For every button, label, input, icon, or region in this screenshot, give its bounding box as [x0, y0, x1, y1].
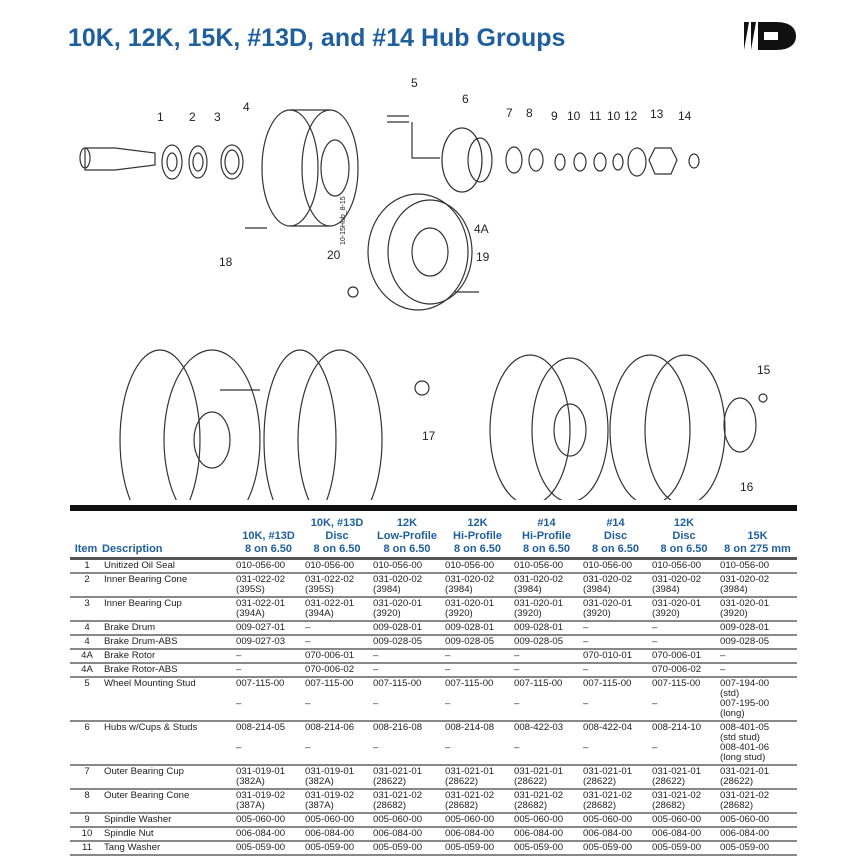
part-number-cell: 031-021-02 (28682): [443, 789, 512, 813]
part-number-cell: 005-059-00: [650, 841, 718, 855]
column-header: 12K Hi-Profile 8 on 6.50: [443, 508, 512, 559]
table-row: [70, 597, 797, 621]
description-cell: Unitized Oil Seal: [102, 559, 234, 574]
part-number-cell: 008-216-08 –: [371, 721, 443, 765]
column-header: 15K 8 on 275 mm: [718, 508, 797, 559]
part-number-cell: 070-006-02: [650, 663, 718, 677]
part-number-cell: 031-022-01 (394A): [234, 597, 303, 621]
item-cell: 1: [70, 559, 102, 574]
part-number-cell: 010-056-00: [303, 559, 371, 574]
part-number-cell: 031-020-02 (3984): [512, 573, 581, 597]
item-cell: 2: [70, 573, 102, 597]
part-number-cell: 005-059-00: [443, 841, 512, 855]
brand-logo: [742, 20, 798, 52]
part-number-cell: –: [650, 621, 718, 635]
part-number-cell: 009-028-05: [443, 635, 512, 649]
part-number-cell: 031-020-01 (3920): [512, 597, 581, 621]
description-cell: Spindle Washer: [102, 813, 234, 827]
part-number-cell: 031-019-01 (382A): [234, 765, 303, 789]
part-number-cell: 007-115-00 –: [581, 677, 650, 721]
description-cell: Inner Bearing Cup: [102, 597, 234, 621]
table-row: [70, 559, 797, 574]
part-number-cell: 031-020-02 (3984): [443, 573, 512, 597]
part-number-cell: 009-028-05: [718, 635, 797, 649]
part-number-cell: 031-021-02 (28682): [371, 789, 443, 813]
part-number-cell: 006-084-00: [650, 827, 718, 841]
part-number-cell: 031-020-01 (3920): [581, 597, 650, 621]
part-number-cell: 007-115-00 –: [650, 677, 718, 721]
parts-table: [70, 505, 797, 856]
part-number-cell: 031-020-02 (3984): [581, 573, 650, 597]
part-number-cell: 010-056-00: [234, 559, 303, 574]
part-number-cell: –: [718, 649, 797, 663]
part-number-cell: –: [371, 649, 443, 663]
item-cell: 7: [70, 765, 102, 789]
callout-7: 7: [506, 106, 513, 120]
part-number-cell: 009-028-05: [512, 635, 581, 649]
callout-11: 11: [589, 109, 602, 123]
table-row: [70, 663, 797, 677]
callout-14: 14: [678, 109, 692, 123]
callout-16: 16: [740, 480, 754, 494]
part-number-cell: 005-059-00: [512, 841, 581, 855]
page-title: 10K, 12K, 15K, #13D, and #14 Hub Groups: [68, 24, 566, 52]
description-cell: Tang Washer: [102, 841, 234, 855]
part-number-cell: 005-060-00: [234, 813, 303, 827]
part-number-cell: 010-056-00: [371, 559, 443, 574]
part-number-cell: 005-059-00: [371, 841, 443, 855]
callout-2: 2: [189, 110, 196, 124]
item-cell: 4A: [70, 649, 102, 663]
part-number-cell: –: [303, 621, 371, 635]
table-row: [70, 649, 797, 663]
part-number-cell: –: [581, 621, 650, 635]
table-row: [70, 789, 797, 813]
callout-10: 10: [607, 109, 621, 123]
table-row: [70, 621, 797, 635]
description-cell: Brake Drum-ABS: [102, 635, 234, 649]
part-number-cell: –: [718, 663, 797, 677]
part-number-cell: 031-021-01 (28622): [371, 765, 443, 789]
part-number-cell: 005-060-00: [718, 813, 797, 827]
column-header: Item: [70, 508, 102, 559]
part-number-cell: 010-056-00: [512, 559, 581, 574]
part-number-cell: 031-020-01 (3920): [371, 597, 443, 621]
part-number-cell: 009-028-01: [512, 621, 581, 635]
item-cell: 8: [70, 789, 102, 813]
part-number-cell: 031-021-02 (28682): [718, 789, 797, 813]
item-cell: 4: [70, 635, 102, 649]
part-number-cell: 008-214-10 –: [650, 721, 718, 765]
part-number-cell: –: [581, 635, 650, 649]
part-number-cell: 031-020-02 (3984): [718, 573, 797, 597]
part-number-cell: 005-059-00: [234, 841, 303, 855]
part-number-cell: 007-194-00 (std) 007-195-00 (long): [718, 677, 797, 721]
part-number-cell: 010-056-00: [581, 559, 650, 574]
table-row: [70, 765, 797, 789]
callout-10: 10: [567, 109, 581, 123]
callout-13: 13: [650, 107, 664, 121]
part-number-cell: –: [512, 663, 581, 677]
part-number-cell: 031-020-01 (3920): [718, 597, 797, 621]
part-number-cell: 031-021-02 (28682): [581, 789, 650, 813]
description-cell: Brake Rotor-ABS: [102, 663, 234, 677]
part-number-cell: 031-022-02 (395S): [303, 573, 371, 597]
table-row: [70, 827, 797, 841]
description-cell: Spindle Nut: [102, 827, 234, 841]
callout-20: 20: [327, 248, 341, 262]
description-cell: Brake Rotor: [102, 649, 234, 663]
description-cell: Hubs w/Cups & Studs: [102, 721, 234, 765]
part-number-cell: 010-056-00: [718, 559, 797, 574]
part-number-cell: 031-020-02 (3984): [371, 573, 443, 597]
item-cell: 5: [70, 677, 102, 721]
part-number-cell: 008-214-08 –: [443, 721, 512, 765]
column-header: 12K Low-Profile 8 on 6.50: [371, 508, 443, 559]
item-cell: 10: [70, 827, 102, 841]
part-number-cell: 009-028-01: [718, 621, 797, 635]
part-number-cell: 031-021-02 (28682): [650, 789, 718, 813]
callout-15: 15: [757, 363, 771, 377]
part-number-cell: 008-214-06 –: [303, 721, 371, 765]
part-number-cell: 005-060-00: [650, 813, 718, 827]
part-number-cell: 009-027-01: [234, 621, 303, 635]
item-cell: 4: [70, 621, 102, 635]
description-cell: Outer Bearing Cup: [102, 765, 234, 789]
part-number-cell: 006-084-00: [371, 827, 443, 841]
part-number-cell: 006-084-00: [581, 827, 650, 841]
part-number-cell: 031-019-01 (382A): [303, 765, 371, 789]
part-number-cell: –: [234, 649, 303, 663]
part-number-cell: 031-021-01 (28622): [443, 765, 512, 789]
callout-9: 9: [551, 109, 558, 123]
part-number-cell: –: [443, 663, 512, 677]
part-number-cell: 031-021-02 (28682): [512, 789, 581, 813]
column-header: #14 Disc 8 on 6.50: [581, 508, 650, 559]
column-header: 10K, #13D Disc 8 on 6.50: [303, 508, 371, 559]
item-cell: 6: [70, 721, 102, 765]
item-cell: 11: [70, 841, 102, 855]
part-number-cell: 005-059-00: [581, 841, 650, 855]
part-number-cell: 007-115-00 –: [512, 677, 581, 721]
part-number-cell: 031-020-01 (3920): [443, 597, 512, 621]
part-number-cell: 031-019-02 (387A): [303, 789, 371, 813]
part-number-cell: 007-115-00 –: [303, 677, 371, 721]
table-row: [70, 635, 797, 649]
rotor-marking: 10-15Hub_8-15: [340, 196, 347, 245]
part-number-cell: –: [234, 663, 303, 677]
part-number-cell: 005-059-00: [303, 841, 371, 855]
description-cell: Inner Bearing Cone: [102, 573, 234, 597]
table-row: [70, 721, 797, 765]
part-number-cell: –: [303, 635, 371, 649]
part-number-cell: 005-059-00: [718, 841, 797, 855]
column-header: Description: [102, 508, 234, 559]
part-number-cell: 005-060-00: [303, 813, 371, 827]
callout-1: 1: [157, 110, 164, 124]
exploded-parts-diagram: [0, 70, 856, 500]
item-cell: 9: [70, 813, 102, 827]
callout-3: 3: [214, 110, 221, 124]
part-number-cell: –: [650, 635, 718, 649]
part-number-cell: 031-022-02 (395S): [234, 573, 303, 597]
part-number-cell: 006-084-00: [718, 827, 797, 841]
callout-19: 19: [476, 250, 490, 264]
table-row: [70, 813, 797, 827]
part-number-cell: 031-021-01 (28622): [718, 765, 797, 789]
part-number-cell: 031-020-02 (3984): [650, 573, 718, 597]
description-cell: Brake Drum: [102, 621, 234, 635]
part-number-cell: –: [371, 663, 443, 677]
part-number-cell: 031-021-01 (28622): [650, 765, 718, 789]
part-number-cell: 006-084-00: [443, 827, 512, 841]
part-number-cell: 005-060-00: [371, 813, 443, 827]
part-number-cell: 070-006-01: [650, 649, 718, 663]
part-number-cell: 010-056-00: [443, 559, 512, 574]
part-number-cell: 006-084-00: [303, 827, 371, 841]
part-number-cell: –: [512, 649, 581, 663]
callout-17: 17: [422, 429, 436, 443]
table-header-row: [70, 508, 797, 559]
table-row: [70, 573, 797, 597]
part-number-cell: 008-422-03 –: [512, 721, 581, 765]
part-number-cell: 031-021-01 (28622): [512, 765, 581, 789]
part-number-cell: 009-028-01: [371, 621, 443, 635]
part-number-cell: 005-060-00: [581, 813, 650, 827]
part-number-cell: 031-020-01 (3920): [650, 597, 718, 621]
part-number-cell: 007-115-00 –: [371, 677, 443, 721]
part-number-cell: 010-056-00: [650, 559, 718, 574]
callout-18: 18: [219, 255, 233, 269]
part-number-cell: 031-022-01 (394A): [303, 597, 371, 621]
part-number-cell: 070-006-02: [303, 663, 371, 677]
item-cell: 4A: [70, 663, 102, 677]
part-number-cell: 070-010-01: [581, 649, 650, 663]
part-number-cell: 005-060-00: [443, 813, 512, 827]
part-number-cell: 031-021-01 (28622): [581, 765, 650, 789]
table-row: [70, 677, 797, 721]
part-number-cell: 008-422-04 –: [581, 721, 650, 765]
callout-4: 4: [243, 100, 250, 114]
part-number-cell: 005-060-00: [512, 813, 581, 827]
part-number-cell: 009-028-01: [443, 621, 512, 635]
column-header: 10K, #13D 8 on 6.50: [234, 508, 303, 559]
part-number-cell: 009-027-03: [234, 635, 303, 649]
callout-4A: 4A: [474, 222, 489, 236]
part-number-cell: 008-214-05 –: [234, 721, 303, 765]
callout-5: 5: [411, 76, 418, 90]
item-cell: 3: [70, 597, 102, 621]
description-cell: Wheel Mounting Stud: [102, 677, 234, 721]
part-number-cell: 031-019-02 (387A): [234, 789, 303, 813]
part-number-cell: –: [581, 663, 650, 677]
callout-8: 8: [526, 106, 533, 120]
table-row: [70, 841, 797, 855]
callout-12: 12: [624, 109, 638, 123]
description-cell: Outer Bearing Cone: [102, 789, 234, 813]
part-number-cell: 007-115-00 –: [234, 677, 303, 721]
part-number-cell: 006-084-00: [512, 827, 581, 841]
part-number-cell: 070-006-01: [303, 649, 371, 663]
column-header: 12K Disc 8 on 6.50: [650, 508, 718, 559]
column-header: #14 Hi-Profile 8 on 6.50: [512, 508, 581, 559]
part-number-cell: 009-028-05: [371, 635, 443, 649]
callout-6: 6: [462, 92, 469, 106]
part-number-cell: –: [443, 649, 512, 663]
part-number-cell: 008-401-05 (std stud) 008-401-06 (long stud): [718, 721, 797, 765]
part-number-cell: 007-115-00 –: [443, 677, 512, 721]
part-number-cell: 006-084-00: [234, 827, 303, 841]
